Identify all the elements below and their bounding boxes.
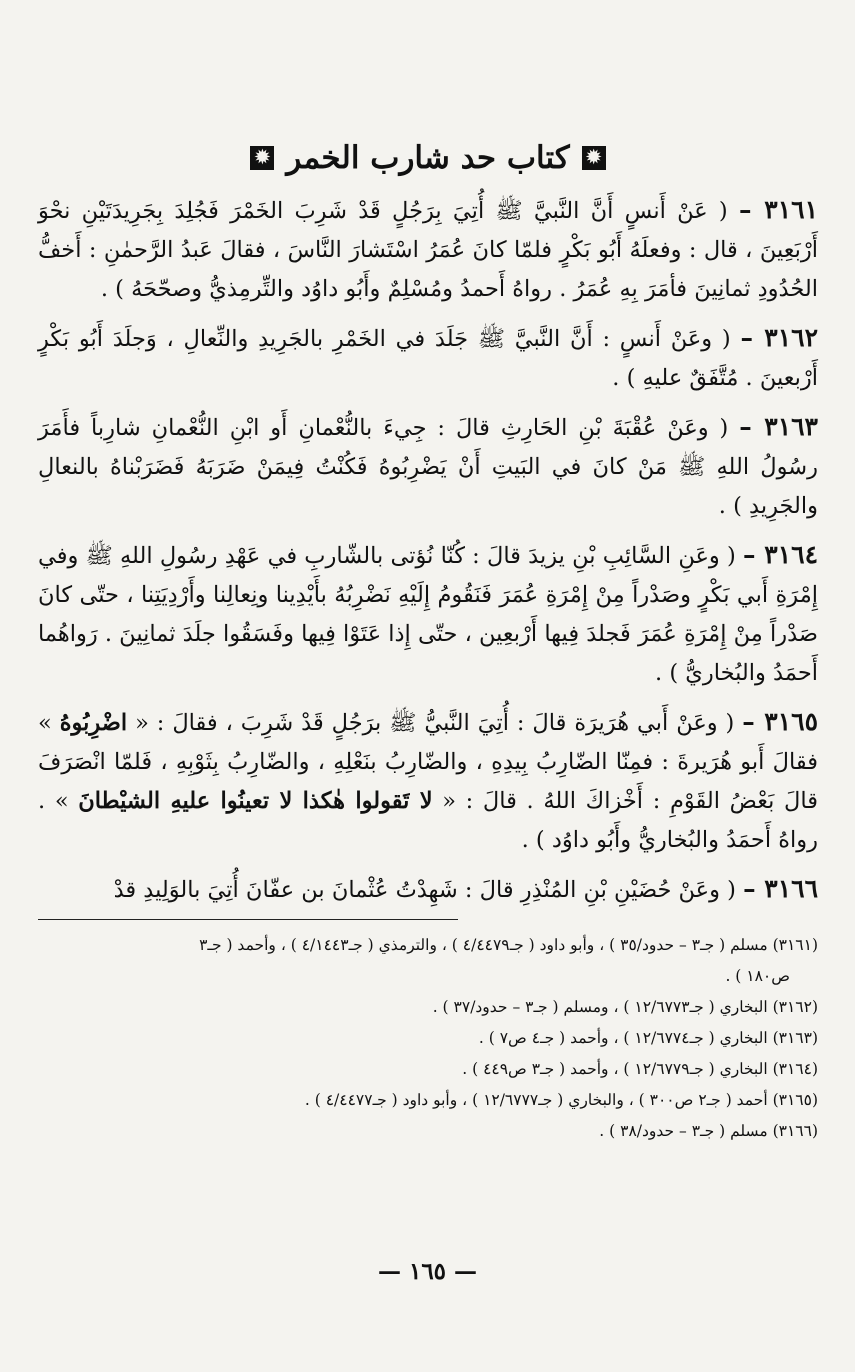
footnote: (٣١٦٥) أحمد ( جـ٢ ص٣٠٠ ) ، والبخاري ( جـ١٢/٦٧٧٧ ) ، وأبو داود ( جـ٤/٤٤٧٧ ) .	[304, 1091, 818, 1109]
hadith-3161	[38, 190, 818, 309]
footnote: (٣١٦٢) البخاري ( جـ١٢/٦٧٧٣ ) ، ومسلم ( جـ٣ – حدود/٣٧ ) .	[432, 998, 818, 1016]
sun-ornament-icon: ✹	[250, 146, 274, 170]
hadith-3162	[38, 318, 818, 398]
hadith-number: ٣١٦١ –	[738, 195, 818, 224]
hadith-text: ( وعَنْ أَنسٍ : أَنَّ النَّبيَّ ﷺ جَلَدَ في الخَمْرِ بالجَرِيدِ والنِّعالِ ، وَجلَدَ أَبُو بَكْرٍ أَرْبعينَ . مُتَّفَقٌ عليهِ ) .	[38, 326, 818, 391]
hadith-text-before: ( وعَنْ أَبي هُرَيرَة قالَ : أُتِيَ النَّبيُّ ﷺ برَجُلٍ قَدْ شَرِبَ ، فقالَ : «	[135, 710, 735, 736]
hadith-number: ٣١٦٢ –	[740, 323, 818, 352]
footnote-continuation: ص١٨٠ ) .	[725, 967, 790, 985]
hadith-text: ( عَنْ أَنسٍ أَنَّ النَّبيَّ ﷺ أُتِيَ بِرَجُلٍ قَدْ شَرِبَ الخَمْرَ فَجُلِدَ بِجَرِيدَتَيْنِ نحْوَ أَرْبَعِينَ ، قال : وفعلَهُ أَبُو بَكْرٍ فلمّا كانَ عُمَرُ اسْتَشارَ النَّاسَ ، فقالَ عَبدُ الرَّحمٰنِ : أَخفُّ الحُدُودِ ثمانِينَ فأمَرَ بِهِ عُمَرُ . رواهُ أَحمدُ ومُسْلِمٌ وأَبُو داوُد والتِّرمِذيُّ وصحّحَهُ ) .	[38, 198, 818, 302]
hadith-3164	[38, 535, 818, 693]
hadith-number: ٣١٦٦ –	[743, 874, 818, 903]
footnote: (٣١٦٣) البخاري ( جـ١٢/٦٧٧٤ ) ، وأحمد ( جـ٤ ص٧ ) .	[478, 1029, 818, 1047]
hadith-3165	[38, 702, 818, 860]
chapter-title-text: كتاب حد شارب الخمر	[286, 140, 570, 176]
page-number: — ١٦٥ —	[377, 1258, 478, 1285]
page-body	[38, 140, 818, 1147]
hadith-text: ( وعَنْ حُضَيْنِ بْنِ المُنْذِرِ قالَ : شَهِدْتُ عُثْمانَ بن عفّانَ أُتِيَ بالوَلِيدِ قدْ	[113, 877, 736, 903]
hadith-text-middle: » فقالَ أَبو هُرَيرةَ : فمِنّا الضّارِبُ بِيدِهِ ، والضّارِبُ بنَعْلِهِ ، والضّارِبُ بِثَوْبِهِ ، فَلمّا انْصَرَفَ قالَ بَعْضُ القَوْمِ : أَخْزاكَ اللهُ . قالَ : «	[38, 710, 818, 814]
footnote: (٣١٦٦) مسلم ( جـ٣ – حدود/٣٨ ) .	[599, 1122, 818, 1140]
prophet-saying: اضْرِبُوهُ	[59, 710, 128, 736]
hadith-text: ( وعَنْ عُقْبَةَ بْنِ الحَارِثِ قالَ : جِيءَ بالنُّعْمانِ أَو ابْنِ النُّعْمانِ شارِباً فأَمَرَ رسُولُ اللهِ ﷺ مَنْ كانَ في البَيتِ أَنْ يَضْرِبُوهُ فَكُنْتُ فِيمَنْ ضَرَبَهُ فَضَرَبْناهُ بالنعالِ والجَرِيدِ ) .	[38, 415, 818, 519]
hadith-text: ( وعَنِ السَّائِبِ بْنِ يزيدَ قالَ : كُنّا نُؤتى بالشّاربِ في عَهْدِ رسُولِ اللهِ ﷺ وفي إِمْرَةِ أَبي بَكْرٍ وصَدْراً مِنْ إِمْرَةِ عُمَرَ فَنَقُومُ إِلَيْهِ نَضْرِبُهُ بأَيْدِينا ونِعالِنا وأَرْدِيَتِنا ، حتّى كانَ صَدْراً مِنْ إِمْرَةِ عُمَرَ فَجلدَ فِيها أَرْبعِين ، حتّى إِذا عَتَوْا فِيها وفَسَقُوا جلَدَ ثمانِينَ . رَواهُما أَحمَدُ والبُخاريُّ ) .	[38, 543, 818, 686]
sun-ornament-icon: ✹	[582, 146, 606, 170]
hadith-3163	[38, 407, 818, 526]
hadith-number: ٣١٦٥ –	[742, 707, 818, 736]
footnote: (٣١٦١) مسلم ( جـ٣ – حدود/٣٥ ) ، وأبو داود ( جـ٤/٤٤٧٩ ) ، والترمذي ( جـ٤/١٤٤٣ ) ، وأحمد ( جـ٣	[199, 936, 818, 954]
hadith-3166	[38, 869, 818, 910]
hadith-number: ٣١٦٤ –	[743, 540, 818, 569]
footnote: (٣١٦٤) البخاري ( جـ١٢/٦٧٧٩ ) ، وأحمد ( جـ٣ ص٤٤٩ ) .	[462, 1060, 818, 1078]
footnote-divider	[38, 919, 458, 920]
chapter-title	[38, 140, 818, 176]
prophet-saying: لا تَقولوا هٰكذا لا تعينُوا عليهِ الشيْطانَ	[78, 788, 433, 814]
hadith-text-after: » . رواهُ أَحمَدُ والبُخاريُّ وأَبُو داوُد ) .	[38, 788, 818, 853]
hadith-number: ٣١٦٣ –	[739, 412, 818, 441]
footnotes	[38, 930, 818, 1147]
